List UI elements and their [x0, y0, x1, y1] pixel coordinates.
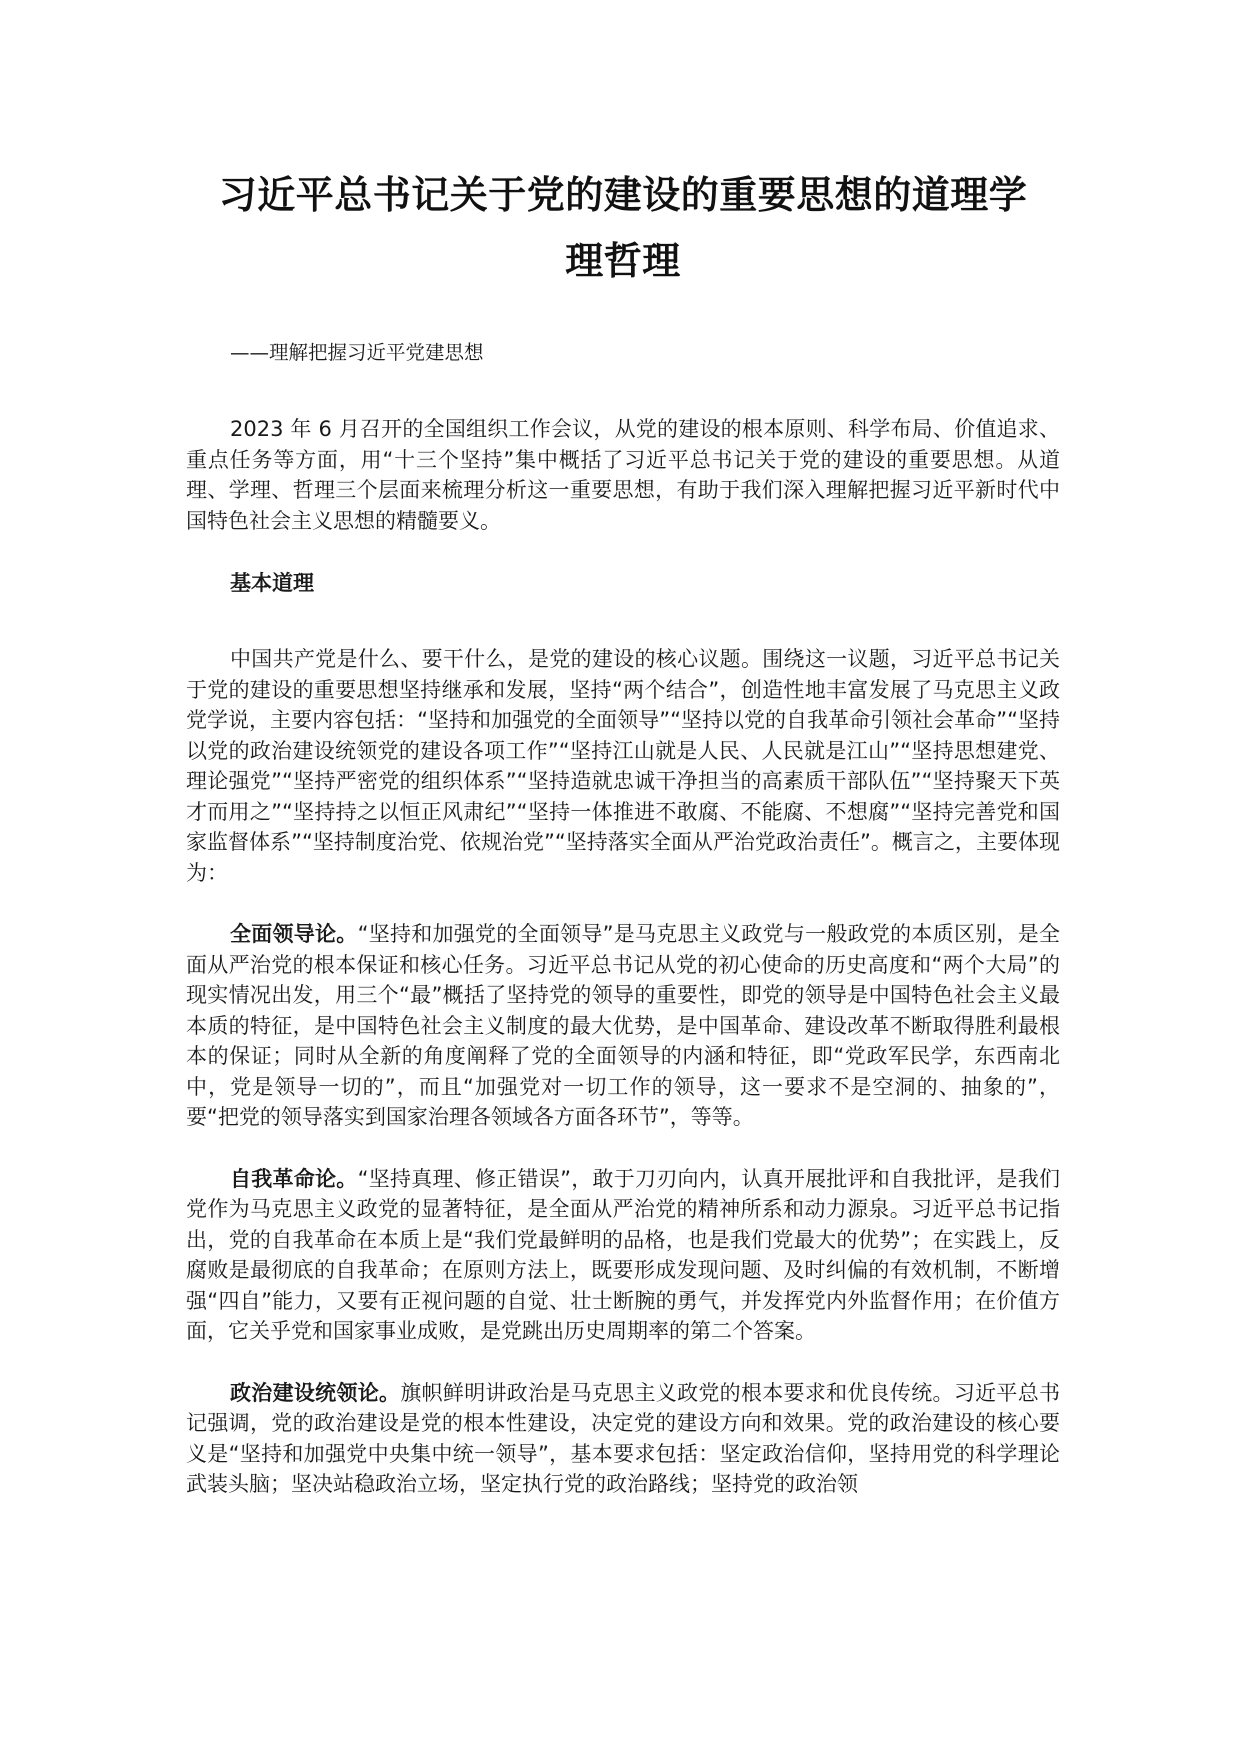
paragraph-text: “坚持真理、修正错误”，敢于刀刃向内，认真开展批评和自我批评，是我们党作为马克思主义政党的显著特征，是全面从严治党的精神所系和动力源泉。习近平总书记指出，党的自我革命在本质上是“我们党最鲜明的品格，也是我们党最大的优势”；在实践上，反腐败是最彻底的自我革命；在原则方法上，既要形成发现问题、及时纠偏的有效机制，不断增强“四自”能力，又要有正视问题的自觉、壮士断腕的勇气，并发挥党内外监督作用；在价值方面，它关乎党和国家事业成败，是党跳出历史周期率的第二个答案。	[186, 1166, 1060, 1343]
title-line-1: 习近平总书记关于党的建设的重要思想的道理学	[218, 173, 1028, 217]
paragraph-text: “坚持和加强党的全面领导”是马克思主义政党与一般政党的本质区别，是全面从严治党的根本保证和核心任务。习近平总书记从党的初心使命的历史高度和“两个大局”的现实情况出发，用三个“最”概括了坚持党的领导的重要性，即党的领导是中国特色社会主义最本质的特征，是中国特色社会主义制度的最大优势，是中国革命、建设改革不断取得胜利最根本的保证；同时从全新的角度阐释了党的全面领导的内涵和特征，即“党政军民学，东西南北中，党是领导一切的”，而且“加强党对一切工作的领导，这一要求不是空洞的、抽象的”，要“把党的领导落实到国家治理各领域各方面各环节”，等等。	[186, 922, 1060, 1129]
title-line-2: 理哲理	[565, 239, 681, 283]
intro-paragraph: 2023 年 6 月召开的全国组织工作会议，从党的建设的根本原则、科学布局、价值追求、重点任务等方面，用“十三个坚持”集中概括了习近平总书记关于党的建设的重要思想。从道理、学理、哲理三个层面来梳理分析这一重要思想，有助于我们深入理解把握习近平新时代中国特色社会主义思想的精髓要义。	[186, 417, 1060, 533]
document-subtitle: ——理解把握习近平党建思想	[230, 341, 484, 364]
paragraph-lead: 政治建设统领论。	[230, 1380, 401, 1405]
paragraph-text: 旗帜鲜明讲政治是马克思主义政党的根本要求和优良传统。习近平总书记强调，党的政治建设是党的根本性建设，决定党的建设方向和效果。党的政治建设的核心要义是“坚持和加强党中央集中统一领导”，基本要求包括：坚定政治信仰，坚持用党的科学理论武装头脑；坚决站稳政治立场，坚定执行党的政治路线；坚持党的政治领	[186, 1380, 1061, 1496]
paragraph-text: 中国共产党是什么、要干什么，是党的建设的核心议题。围绕这一议题，习近平总书记关于党的建设的重要思想坚持继承和发展，坚持“两个结合”，创造性地丰富发展了马克思主义政党学说，主要内容包括：“坚持和加强党的全面领导”“坚持以党的自我革命引领社会革命”“坚持以党的政治建设统领党的建设各项工作”“坚持江山就是人民、人民就是江山”“坚持思想建党、理论强党”“坚持严密党的组织体系”“坚持造就忠诚干净担当的高素质干部队伍”“坚持聚天下英才而用之”“坚持持之以恒正风肃纪”“坚持一体推进不敢腐、不能腐、不想腐”“坚持完善党和国家监督体系”“坚持制度治党、依规治党”“坚持落实全面从严治党政治责任”。概言之，主要体现为：	[186, 647, 1060, 885]
paragraph-lead: 全面领导论。	[230, 922, 358, 946]
paragraph-political-building	[186, 1378, 1060, 1500]
paragraph-comprehensive-leadership	[186, 919, 1060, 1133]
paragraph-self-revolution	[186, 1164, 1060, 1347]
paragraph-core-topic	[186, 644, 1060, 888]
document-title	[186, 162, 1060, 294]
paragraph-lead: 自我革命论。	[230, 1166, 358, 1191]
section-heading: 基本道理	[230, 571, 314, 595]
